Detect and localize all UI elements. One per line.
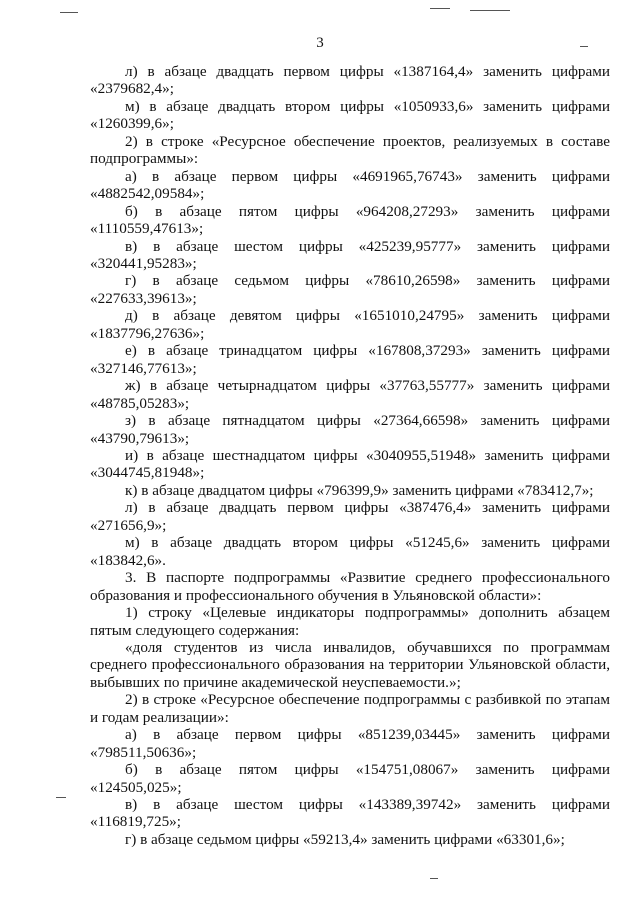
paragraph: в) в абзаце шестом цифры «425239,95777» заменить цифрами «320441,95283»; (90, 237, 610, 272)
paragraph: 2) в строке «Ресурсное обеспечение подпрограммы с разбивкой по этапам и годам реализации»: (90, 691, 610, 726)
document-body (90, 63, 610, 848)
paragraph: з) в абзаце пятнадцатом цифры «27364,66598» заменить цифрами «43790,79613»; (90, 412, 610, 447)
paragraph: и) в абзаце шестнадцатом цифры «3040955,51948» заменить цифрами «3044745,81948»; (90, 446, 610, 482)
paragraph: м) в абзаце двадцать втором цифры «51245,6» заменить цифрами «183842,6». (90, 534, 610, 569)
paragraph: б) в абзаце пятом цифры «154751,08067» заменить цифрами «124505,025»; (90, 761, 610, 796)
paragraph: д) в абзаце девятом цифры «1651010,24795» заменить цифрами «1837796,27636»; (90, 307, 610, 342)
scan-speck (56, 797, 66, 798)
paragraph: ж) в абзаце четырнадцатом цифры «37763,55777» заменить цифрами «48785,05283»; (90, 377, 610, 412)
paragraph: 3. В паспорте подпрограммы «Развитие среднего профессионального образования и профессионального обучения в Ульяновской области»: (90, 569, 610, 604)
paragraph: б) в абзаце пятом цифры «964208,27293» заменить цифрами «1110559,47613»; (90, 202, 610, 238)
paragraph: м) в абзаце двадцать втором цифры «1050933,6» заменить цифрами «1260399,6»; (90, 97, 610, 133)
quoted-paragraph: «доля студентов из числа инвалидов, обучавшихся по программам среднего профессионального образования на территории Ульяновской области, выбывших по причине академической неуспеваемости.»; (90, 638, 610, 691)
paragraph: 2) в строке «Ресурсное обеспечение проектов, реализуемых в составе подпрограммы»: (90, 132, 610, 168)
paragraph: а) в абзаце первом цифры «851239,03445» заменить цифрами «798511,50636»; (90, 726, 610, 761)
page-number: 3 (316, 35, 324, 51)
paragraph: л) в абзаце двадцать первом цифры «387476,4» заменить цифрами «271656,9»; (90, 499, 610, 534)
paragraph: л) в абзаце двадцать первом цифры «1387164,4» заменить цифрами «2379682,4»; (90, 63, 610, 98)
paragraph: г) в абзаце седьмом цифры «78610,26598» заменить цифрами «227633,39613»; (90, 272, 610, 307)
paragraph: а) в абзаце первом цифры «4691965,76743» заменить цифрами «4882542,09584»; (90, 167, 610, 203)
scan-speck (430, 8, 450, 9)
scan-speck (470, 10, 510, 11)
paragraph: г) в абзаце седьмом цифры «59213,4» заменить цифрами «63301,6»; (125, 830, 565, 848)
scan-speck (580, 46, 588, 47)
scan-speck (60, 12, 78, 13)
paragraph: е) в абзаце тринадцатом цифры «167808,37293» заменить цифрами «327146,77613»; (90, 342, 610, 377)
paragraph: 1) строку «Целевые индикаторы подпрограммы» дополнить абзацем пятым следующего содержания: (90, 604, 610, 639)
paragraph: к) в абзаце двадцатом цифры «796399,9» заменить цифрами «783412,7»; (125, 481, 594, 499)
paragraph: в) в абзаце шестом цифры «143389,39742» заменить цифрами «116819,725»; (90, 796, 610, 831)
scan-speck (430, 878, 438, 879)
